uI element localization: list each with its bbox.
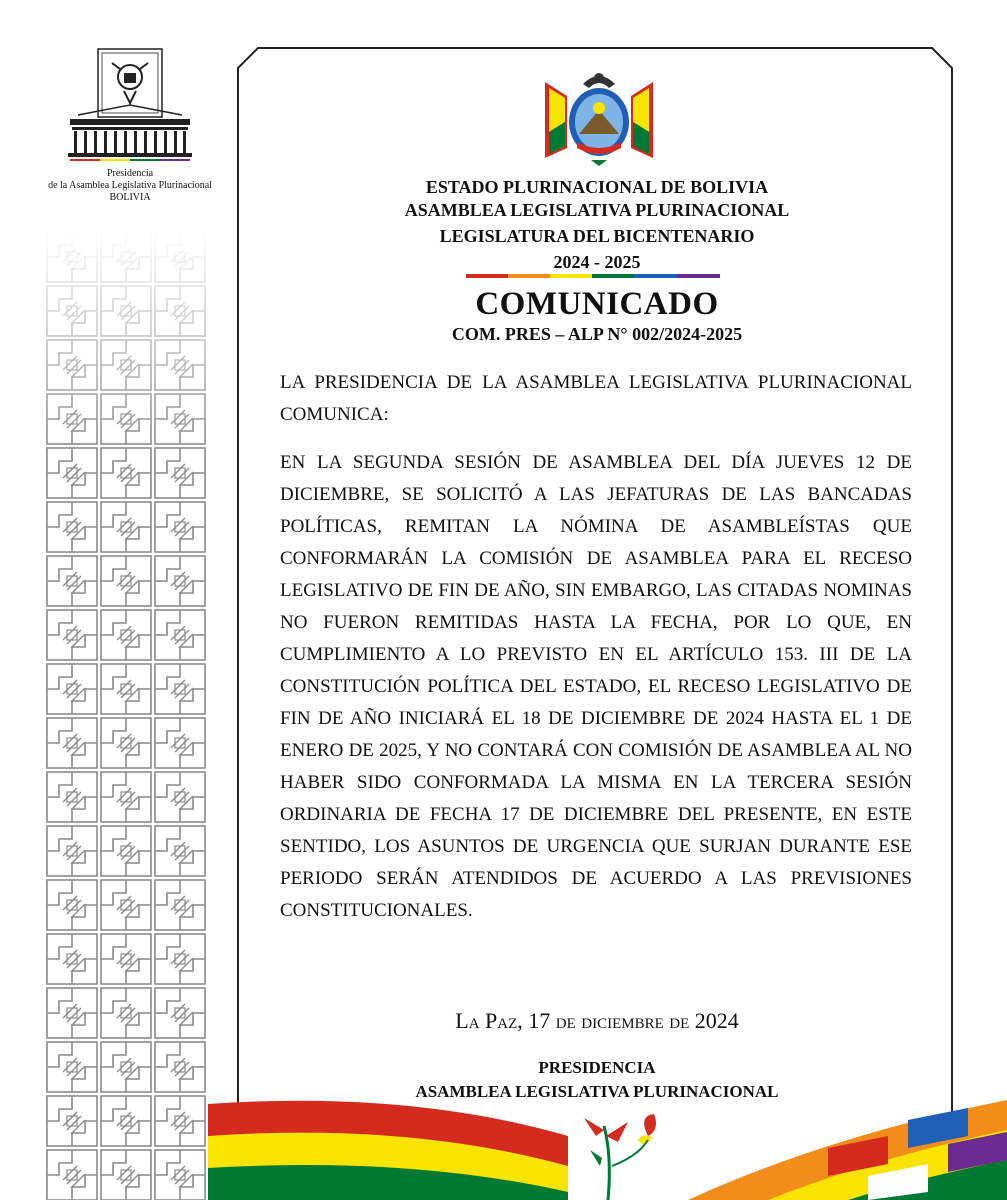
header-state-name: ESTADO PLURINACIONAL DE BOLIVIA (425, 177, 769, 197)
kantuta-flower-icon (584, 1114, 656, 1200)
legislative-palace-icon (50, 45, 210, 165)
main-paragraph: EN LA SEGUNDA SESIÓN DE ASAMBLEA DEL DÍA JUEVES 12 DE DICIEMBRE, SE SOLICITÓ A LAS JEFATURAS DE LAS BANCADAS POLÍTICAS, REMITAN LA NÓMINA DE ASAMBLEÍSTAS QUE CONFORMARÁN LA COMISIÓN DE ASAMBLEA PARA EL RECESO LEGISLATIVO DE FIN DE AÑO, SIN EMBARGO, LAS CITADAS NOMINAS NO FUERON REMITIDAS HASTA LA FECHA, POR LO QUE, EN CUMPLIMIENTO A LO PREVISTO EN EL ARTÍCULO 153. III DE LA CONSTITUCIÓN POLÍTICA DEL ESTADO, EL RECESO LEGISLATIVO DE FIN DE AÑO INICIARÁ EL 18 DE DICIEMBRE DE 2024 HASTA EL 1 DE ENERO DE 2025, Y NO CONTARÁ CON COMISIÓN DE ASAMBLEA AL NO HABER SIDO CONFORMADA LA MISMA EN LA TERCERA SESIÓN ORDINARIA DE FECHA 17 DE DICIEMBRE DEL PRESENTE, EN ESTE SENTIDO, LOS ASUNTOS DE URGENCIA QUE SURJAN DURANTE ESE PERIODO SERÁN ATENDIDOS DE ACUERDO A LAS PREVISIONES CONSTITUCIONALES. (280, 452, 912, 921)
document-reference-number: COM. PRES – ALP N° 002/2024-2025 (451, 324, 743, 344)
header-period: 2024 - 2025 (553, 252, 641, 272)
header-assembly-name: ASAMBLEA LEGISLATIVA PLURINACIONAL (404, 200, 790, 220)
place-and-date (300, 1006, 894, 1036)
document-title: COMUNICADO (475, 286, 719, 322)
signature-line1: PRESIDENCIA (538, 1058, 656, 1077)
footer-flags-banner (208, 1096, 1007, 1200)
logo-caption-line2: de la Asamblea Legislativa Plurinacional (48, 180, 212, 191)
coat-of-arms-icon (537, 62, 661, 166)
place-and-date-text: La Paz, 17 de diciembre de 2024 (455, 1008, 739, 1033)
logo-caption-line3: BOLIVIA (109, 192, 151, 203)
header-legislature: LEGISLATURA DEL BICENTENARIO (439, 226, 755, 246)
signature-line2: ASAMBLEA LEGISLATIVA PLURINACIONAL (415, 1082, 779, 1101)
intro-paragraph: LA PRESIDENCIA DE LA ASAMBLEA LEGISLATIVA PLURINACIONAL COMUNICA: (280, 372, 912, 425)
institution-logo (40, 45, 220, 205)
tricolor-divider (466, 274, 720, 278)
logo-caption-line1: Presidencia (106, 168, 154, 179)
andean-pattern-strip (45, 230, 207, 1200)
wiphala-flag (688, 1100, 1007, 1200)
